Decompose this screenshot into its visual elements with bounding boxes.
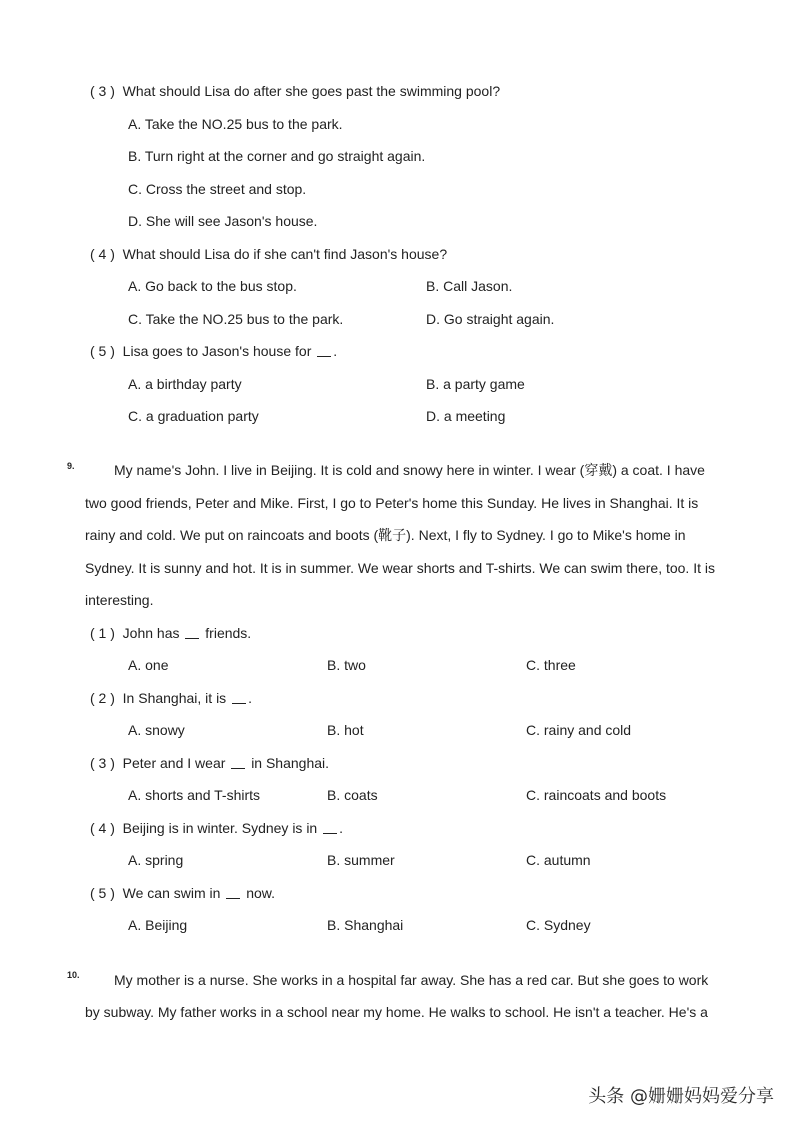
q9-3-option-b: B. coats: [327, 787, 378, 803]
q9-passage-line-3: rainy and cold. We put on raincoats and boots (靴子). Next, I fly to Sydney. I go to Mike's home in: [85, 527, 686, 543]
q9-2-option-a: A. snowy: [128, 722, 185, 738]
q9-3-option-c: C. raincoats and boots: [526, 787, 667, 803]
answer-blank: [185, 637, 199, 639]
q9-passage-line-5: interesting.: [85, 592, 154, 608]
q9-passage-line-1: My name's John. I live in Beijing. It is cold and snowy here in winter. I wear (穿戴) a coat. I have: [114, 462, 705, 478]
q9-5-stem: ( 5 ) We can swim in now.: [90, 885, 276, 901]
answer-blank: [232, 702, 246, 704]
question-number-10: 10.: [67, 970, 80, 980]
q9-passage-line-2: two good friends, Peter and Mike. First, I go to Peter's home this Sunday. He lives in Shanghai. It is: [85, 495, 699, 511]
q8-5-stem: ( 5 ) Lisa goes to Jason's house for .: [90, 343, 338, 359]
q8-3-option-a: A. Take the NO.25 bus to the park.: [128, 116, 343, 132]
q9-4-option-c: C. autumn: [526, 852, 591, 868]
q8-4-stem: ( 4 ) What should Lisa do if she can't find Jason's house?: [90, 246, 448, 262]
q8-5-option-b: B. a party game: [426, 376, 525, 392]
q8-5-option-c: C. a graduation party: [128, 408, 259, 424]
q9-2-stem: ( 2 ) In Shanghai, it is .: [90, 690, 252, 706]
q8-4-option-b: B. Call Jason.: [426, 278, 513, 294]
q8-5-option-d: D. a meeting: [426, 408, 506, 424]
q8-3-option-c: C. Cross the street and stop.: [128, 181, 307, 197]
q9-passage-line-4: Sydney. It is sunny and hot. It is in summer. We wear shorts and T-shirts. We can swim there, too. It is: [85, 560, 715, 576]
q9-4-stem: ( 4 ) Beijing is in winter. Sydney is in .: [90, 820, 343, 836]
q9-4-option-a: A. spring: [128, 852, 184, 868]
q9-2-option-b: B. hot: [327, 722, 364, 738]
watermark: 头条 @姗姗妈妈爱分享: [588, 1086, 774, 1107]
question-number-9: 9.: [67, 461, 75, 471]
answer-blank: [231, 767, 245, 769]
q8-5-option-a: A. a birthday party: [128, 376, 242, 392]
q9-3-stem: ( 3 ) Peter and I wear in Shanghai.: [90, 755, 330, 771]
q8-4-option-d: D. Go straight again.: [426, 311, 555, 327]
q8-4-option-c: C. Take the NO.25 bus to the park.: [128, 311, 344, 327]
q8-4-option-a: A. Go back to the bus stop.: [128, 278, 297, 294]
q10-passage-line-1: My mother is a nurse. She works in a hospital far away. She has a red car. But she goes to work: [114, 972, 709, 988]
answer-blank: [317, 355, 331, 357]
answer-blank: [323, 832, 337, 834]
q9-1-option-a: A. one: [128, 657, 169, 673]
q8-3-stem: ( 3 ) What should Lisa do after she goes past the swimming pool?: [90, 83, 501, 99]
q9-3-option-a: A. shorts and T-shirts: [128, 787, 261, 803]
q8-3-option-b: B. Turn right at the corner and go straight again.: [128, 148, 426, 164]
q9-1-option-c: C. three: [526, 657, 576, 673]
q9-5-option-b: B. Shanghai: [327, 917, 404, 933]
q10-passage-line-2: by subway. My father works in a school near my home. He walks to school. He isn't a teacher. He's a: [85, 1004, 708, 1020]
q9-5-option-c: C. Sydney: [526, 917, 591, 933]
q9-1-stem: ( 1 ) John has friends.: [90, 625, 252, 641]
q9-2-option-c: C. rainy and cold: [526, 722, 632, 738]
q9-1-option-b: B. two: [327, 657, 366, 673]
answer-blank: [226, 897, 240, 899]
q8-3-option-d: D. She will see Jason's house.: [128, 213, 318, 229]
q9-4-option-b: B. summer: [327, 852, 395, 868]
q9-5-option-a: A. Beijing: [128, 917, 188, 933]
